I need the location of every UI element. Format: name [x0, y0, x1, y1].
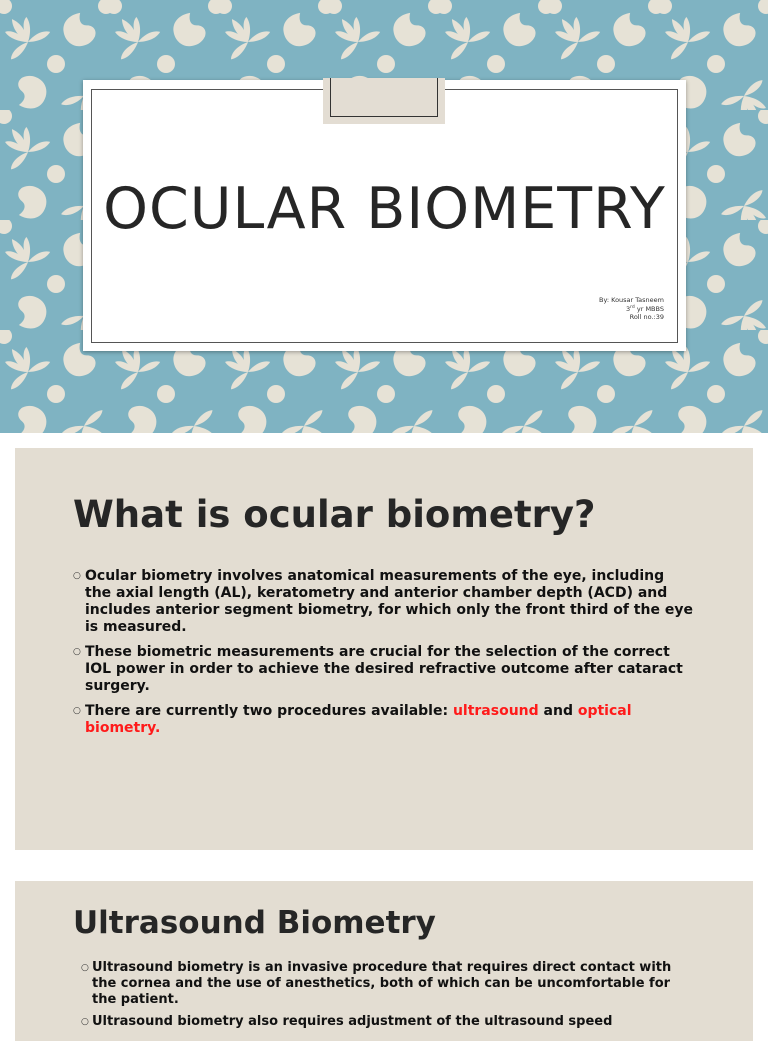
bullet-circle-icon: ○	[73, 706, 81, 716]
slide-what-is-ocular-biometry	[15, 448, 753, 850]
presentation-title: OCULAR BIOMETRY	[103, 176, 666, 242]
highlight-optical-biometry: optical biometry.	[85, 703, 632, 736]
title-tab-decoration	[323, 78, 445, 124]
author-year: 3rd yr MBBS	[626, 305, 664, 314]
list-item: ○ Ultrasound biometry is an invasive procedure that requires direct contact with the cornea and the use of anesthetics, both of which can be uncomfortable for the patient.	[81, 960, 672, 1007]
slide-heading: Ultrasound Biometry	[73, 905, 436, 941]
author-byline	[599, 296, 664, 321]
slide-heading: What is ocular biometry?	[73, 493, 596, 536]
author-name: By: Kousar Tasneem	[599, 296, 664, 304]
list-item: ○ These biometric measurements are crucial for the selection of the correct IOL power in order to achieve the desired refractive outcome after cataract surgery.	[73, 644, 683, 694]
list-item: ○ Ultrasound biometry also requires adjustment of the ultrasound speed	[81, 1014, 613, 1029]
slide-ultrasound-biometry	[15, 881, 753, 1041]
list-item: ○ Ocular biometry involves anatomical measurements of the eye, including the axial length (AL), keratometry and anterior chamber depth (ACD) and includes anterior segment biometry, for which only the front third of the eye is measured.	[73, 568, 693, 635]
title-slide	[0, 0, 768, 433]
title-card	[83, 80, 686, 351]
author-roll: Roll no.:39	[629, 313, 664, 322]
bullet-circle-icon: ○	[73, 571, 81, 581]
bullet-circle-icon: ○	[73, 647, 81, 657]
list-item: ○ There are currently two procedures available: ultrasound and optical biometry.	[73, 703, 632, 736]
bullet-list	[81, 960, 691, 1036]
bullet-circle-icon: ○	[81, 1017, 89, 1027]
bullet-list	[73, 568, 693, 745]
highlight-ultrasound: ultrasound	[452, 703, 539, 719]
bullet-circle-icon: ○	[81, 963, 89, 973]
